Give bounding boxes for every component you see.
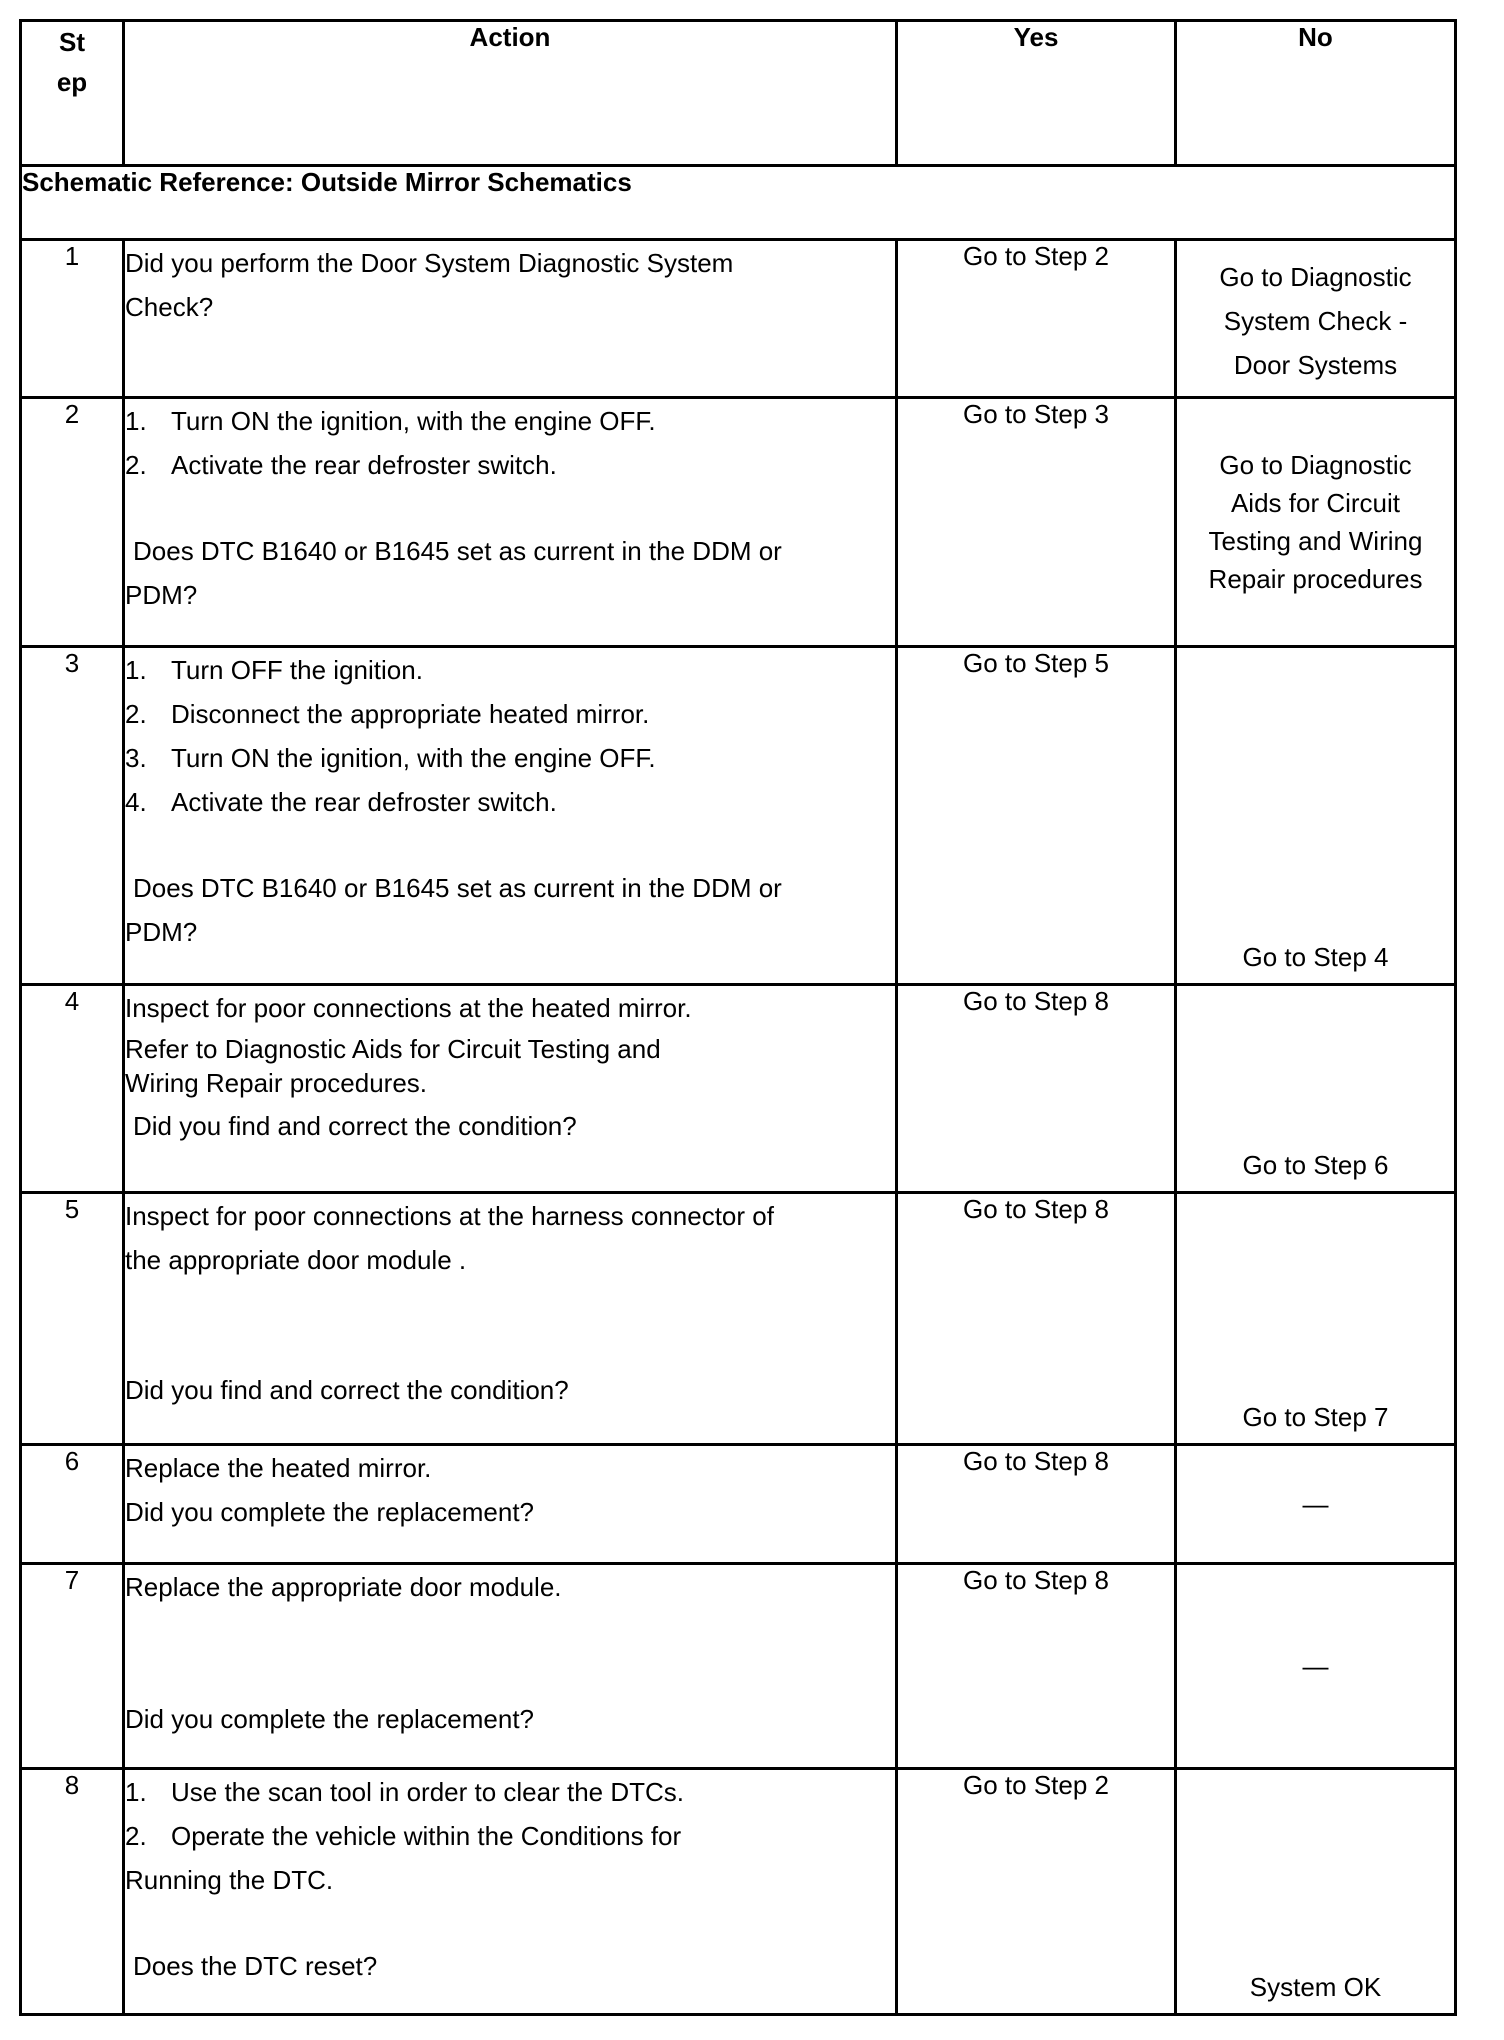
- step-action: [124, 240, 897, 398]
- header-row: [21, 21, 1456, 166]
- step-number: 2: [21, 398, 124, 647]
- step-number: 5: [21, 1193, 124, 1445]
- step-row-4: [21, 985, 1456, 1193]
- step-no: —: [1176, 1564, 1456, 1769]
- no-line: System Check -: [1223, 306, 1408, 336]
- header-no: No: [1176, 21, 1456, 166]
- no-line: Door Systems: [1233, 350, 1398, 380]
- header-action: Action: [124, 21, 897, 166]
- step-yes: Go to Step 8: [897, 1564, 1176, 1769]
- step-yes: Go to Step 2: [897, 1769, 1176, 2015]
- step-action: [124, 1445, 897, 1564]
- action-question: Does the DTC reset?: [133, 1951, 378, 1981]
- step-action: [124, 1193, 897, 1445]
- action-question: Does DTC B1640 or B1645 set as current in the DDM or: [133, 873, 782, 903]
- step-yes: Go to Step 8: [897, 1193, 1176, 1445]
- action-line: Did you perform the Door System Diagnostic System: [125, 248, 734, 278]
- step-row-7: [21, 1564, 1456, 1769]
- schematic-reference: Schematic Reference: Outside Mirror Schematics: [21, 166, 1456, 240]
- action-line: Refer to Diagnostic Aids for Circuit Testing and: [125, 1034, 661, 1064]
- step-no: [1176, 240, 1456, 398]
- step-action: [124, 985, 897, 1193]
- action-line: Check?: [125, 292, 214, 322]
- step-no: Go to Step 7: [1176, 1193, 1456, 1445]
- step-number: 3: [21, 647, 124, 985]
- step-no: Go to Step 4: [1176, 647, 1456, 985]
- diagnostic-table: [19, 19, 1457, 2016]
- step-row-8: [21, 1769, 1456, 2015]
- step-number: 4: [21, 985, 124, 1193]
- action-question: PDM?: [125, 917, 198, 947]
- schematic-reference-row: [21, 166, 1456, 240]
- action-item: 1. Use the scan tool in order to clear the DTCs.: [125, 1777, 685, 1807]
- action-item: 1. Turn ON the ignition, with the engine OFF.: [125, 406, 656, 436]
- action-line: Did you complete the replacement?: [125, 1497, 535, 1527]
- action-question: Did you find and correct the condition?: [133, 1111, 577, 1141]
- step-number: 1: [21, 240, 124, 398]
- header-step: [21, 21, 124, 166]
- action-question: Did you complete the replacement?: [125, 1704, 535, 1734]
- step-no: System OK: [1176, 1769, 1456, 2015]
- step-action: [124, 398, 897, 647]
- no-line: Repair procedures: [1208, 564, 1423, 594]
- step-number: 6: [21, 1445, 124, 1564]
- action-line: the appropriate door module .: [125, 1245, 467, 1275]
- action-item: 1. Turn OFF the ignition.: [125, 655, 423, 685]
- action-item: 3. Turn ON the ignition, with the engine OFF.: [125, 743, 656, 773]
- step-yes: Go to Step 8: [897, 1445, 1176, 1564]
- no-line: Go to Diagnostic: [1219, 450, 1412, 480]
- action-line: Replace the appropriate door module.: [125, 1572, 562, 1602]
- no-line: Testing and Wiring: [1208, 526, 1423, 556]
- action-question: Does DTC B1640 or B1645 set as current in the DDM or: [133, 536, 782, 566]
- no-line: Go to Diagnostic: [1219, 262, 1412, 292]
- step-row-2: [21, 398, 1456, 647]
- action-item: 2. Disconnect the appropriate heated mirror.: [125, 699, 650, 729]
- header-yes: Yes: [897, 21, 1176, 166]
- step-row-6: [21, 1445, 1456, 1564]
- step-row-5: [21, 1193, 1456, 1445]
- action-line: Wiring Repair procedures.: [125, 1068, 428, 1098]
- step-action: [124, 647, 897, 985]
- step-number: 8: [21, 1769, 124, 2015]
- action-item-continuation: Running the DTC.: [125, 1865, 334, 1895]
- action-question: Did you find and correct the condition?: [125, 1375, 569, 1405]
- step-number: 7: [21, 1564, 124, 1769]
- header-step-line1: St: [59, 27, 85, 57]
- step-yes: Go to Step 2: [897, 240, 1176, 398]
- action-line: Replace the heated mirror.: [125, 1453, 432, 1483]
- step-row-1: [21, 240, 1456, 398]
- action-item: 2. Activate the rear defroster switch.: [125, 450, 557, 480]
- step-no: —: [1176, 1445, 1456, 1564]
- action-line: Inspect for poor connections at the heated mirror.: [125, 993, 692, 1023]
- step-action: [124, 1564, 897, 1769]
- action-line: Inspect for poor connections at the harness connector of: [125, 1201, 774, 1231]
- action-question: PDM?: [125, 580, 198, 610]
- header-step-line2: ep: [56, 67, 88, 97]
- step-yes: Go to Step 8: [897, 985, 1176, 1193]
- step-yes: Go to Step 5: [897, 647, 1176, 985]
- step-action: [124, 1769, 897, 2015]
- action-item: 2. Operate the vehicle within the Conditions for: [125, 1821, 682, 1851]
- step-no: Go to Step 6: [1176, 985, 1456, 1193]
- action-item: 4. Activate the rear defroster switch.: [125, 787, 557, 817]
- no-line: Aids for Circuit: [1230, 488, 1401, 518]
- step-yes: Go to Step 3: [897, 398, 1176, 647]
- step-row-3: [21, 647, 1456, 985]
- step-no: [1176, 398, 1456, 647]
